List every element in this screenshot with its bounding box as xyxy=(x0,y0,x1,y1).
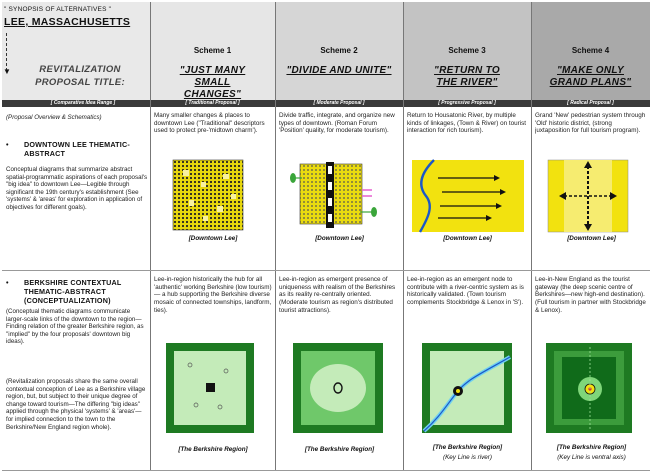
section1-heading: DOWNTOWN LEE THEMATIC-ABSTRACT xyxy=(24,140,130,158)
scheme-2-downtown-caption: [Downtown Lee] xyxy=(315,235,364,242)
scheme-4-region-caption: [The Berkshire Region] xyxy=(556,444,627,451)
section3-body: (Revitalization proposals share the same overall contextual conception of Lee as a Berkshire village region, but, but subject to their unique degree of change toward tourism—The differing "big ideas" applied through the physical 'systems' & 'areas'—for implied connection to the town to the Berkshire/New England region whole). xyxy=(6,378,146,431)
scheme-4-region-diagram xyxy=(546,343,632,433)
scheme-2-region-diagram xyxy=(293,343,383,433)
scheme-3-header xyxy=(403,2,531,102)
range-scheme-1: [ Traditional Proposal ] xyxy=(185,100,240,106)
range-scheme-2: [ Moderate Proposal ] xyxy=(313,100,365,106)
scheme-4-region-subcaption: (Key Line is ventral axis) xyxy=(557,454,626,461)
divider xyxy=(150,2,151,470)
scheme-4-header xyxy=(531,2,650,102)
down-arrow-icon: ▼ xyxy=(3,67,11,76)
down-arrow-line xyxy=(6,33,7,71)
row-divider xyxy=(2,270,650,271)
scheme-1-region-diagram xyxy=(166,343,254,433)
scheme-2-header xyxy=(275,2,403,102)
scheme-4-title: "MAKE ONLY GRAND PLANS" xyxy=(549,65,632,88)
divider xyxy=(275,2,276,470)
scheme-1-downtown-text: Many smaller changes & places to downtown Lee ("Traditional" descriptors used to protect pre-'midtown charm'). xyxy=(154,112,265,135)
section2-heading: BERKSHIRE CONTEXTUAL THEMATIC-ABSTRACT (CONCEPTUALIZATION) xyxy=(24,278,122,305)
scheme-1-label: Scheme 1 xyxy=(193,46,232,55)
range-scheme-4: [ Radical Proposal ] xyxy=(567,100,614,106)
bullet-icon: • xyxy=(6,140,9,149)
row-divider xyxy=(2,470,650,471)
scheme-4-downtown-caption: [Downtown Lee] xyxy=(567,235,616,242)
bullet-icon: • xyxy=(6,278,9,287)
scheme-3-region-subcaption: (Key Line is river) xyxy=(443,454,492,461)
scheme-1-title: "JUST MANY SMALL CHANGES" xyxy=(179,65,246,100)
scheme-3-downtown-caption: [Downtown Lee] xyxy=(443,235,492,242)
scheme-2-downtown-diagram xyxy=(290,160,380,232)
range-scheme-3: [ Progressive Proposal ] xyxy=(438,100,496,106)
scheme-4-downtown-text: Grand 'New' pedestrian system through 'Old' historic district, (strong juxtaposition for full tourism program). xyxy=(535,112,646,135)
scheme-1-downtown-caption: [Downtown Lee] xyxy=(188,235,238,242)
place-title: LEE, MASSACHUSETTS xyxy=(4,16,131,28)
divider xyxy=(531,2,532,470)
scheme-3-region-text: Lee-in-region as an emergent node to contribute with a river-centric system as is historically validated. (Town tourism complements Stockbridge & Lenox in 'S'). xyxy=(407,276,524,307)
scheme-4-downtown-diagram xyxy=(548,160,628,232)
scheme-1-header xyxy=(150,2,275,102)
scheme-2-downtown-text: Divide traffic, integrate, and organize new types of downtown. (Roman Forum 'Position' quality, for moderate tourism). xyxy=(279,112,395,135)
scheme-4-label: Scheme 4 xyxy=(571,46,610,55)
scheme-2-region-text: Lee-in-region as emergent presence of uniqueness with realism of the Berkshires as its reality re-centrally oriented. (Moderate tourism as region's distributed tourist attractions). xyxy=(279,276,396,314)
overview-label: (Proposal Overview & Schematics) xyxy=(6,114,102,121)
scheme-3-downtown-diagram xyxy=(412,160,524,232)
revitalization-title: REVITALIZATION PROPOSAL TITLE: xyxy=(35,64,125,88)
section2-body: (Conceptual thematic diagrams communicate larger-scale links of the downtown to the region—Finding relation of the greater Berkshire region, as "implied" by the four proposals' downtown big ideas). xyxy=(6,308,144,346)
scheme-1-downtown-diagram xyxy=(173,160,243,230)
synopsis-heading: " SYNOPSIS OF ALTERNATIVES " xyxy=(4,6,112,13)
scheme-3-title: "RETURN TO THE RIVER" xyxy=(434,65,500,88)
range-label: [ Comparative Idea Range ] xyxy=(50,100,116,106)
scheme-3-region-caption: [The Berkshire Region] xyxy=(432,444,503,451)
scheme-2-title: "DIVIDE AND UNITE" xyxy=(286,65,392,76)
scheme-3-label: Scheme 3 xyxy=(448,46,486,55)
scheme-1-region-text: Lee-in-region historically the hub for all 'authentic' working Berkshire (low tourism) — a hub supporting the Berkshire diverse mosaic of connected townships, landform, ties). xyxy=(154,276,272,314)
scheme-3-downtown-text: Return to Housatonic River, by multiple kinds of linkages, (Town & River) on tourist interaction for rich tourism). xyxy=(407,112,526,135)
scheme-1-region-caption: [The Berkshire Region] xyxy=(178,446,248,453)
divider xyxy=(403,2,404,470)
scheme-2-label: Scheme 2 xyxy=(320,46,358,55)
scheme-2-region-caption: [The Berkshire Region] xyxy=(304,446,375,453)
scheme-3-region-diagram xyxy=(422,343,512,433)
scheme-4-region-text: Lee-in-New England as the tourist gateway (the deep scenic centre of Berkshires—new high-end destination). (Full tourism in partner with Stockbridge & Lenox). xyxy=(535,276,646,314)
section1-body: Conceptual diagrams that summarize abstract spatial-programmatic aspirations of each proposal's "big idea" to downtown Lee—Legible through significant the 19th century's establishment (See 'systems' & 'areas' for exploration in application of objectives for different goals). xyxy=(6,166,148,211)
